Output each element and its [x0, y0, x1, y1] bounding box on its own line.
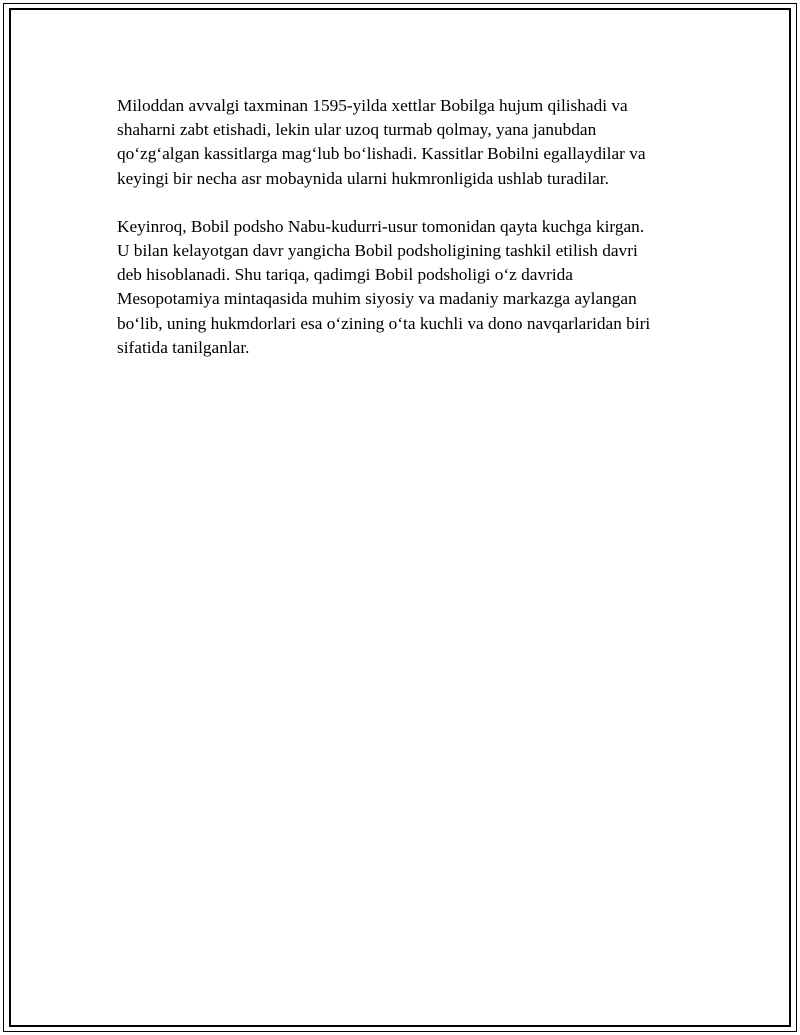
document-body	[117, 94, 697, 384]
paragraph-1: Miloddan avvalgi taxminan 1595-yilda xettlar Bobilga hujum qilishadi va shaharni zabt etishadi, lekin ular uzoq turmab qolmay, yana janubdan qo‘zg‘algan kassitlarga mag‘lub bo‘lishadi. Kassitlar Bobilni egallaydilar va keyingi bir necha asr mobaynida ularni hukmronligida ushlab turadilar.	[117, 96, 646, 188]
paragraph-2: Keyinroq, Bobil podsho Nabu-kudurri-usur tomonidan qayta kuchga kirgan. U bilan kelayotgan davr yangicha Bobil podsholigining tashkil etilish davri deb hisoblanadi. Shu tariqa, qadimgi Bobil podsholigi o‘z davrida Mesopotamiya mintaqasida muhim siyosiy va madaniy markazga aylangan bo‘lib, uning hukmdorlari esa o‘zining o‘ta kuchli va dono navqarlaridan biri sifatida tanilganlar.	[117, 216, 651, 357]
